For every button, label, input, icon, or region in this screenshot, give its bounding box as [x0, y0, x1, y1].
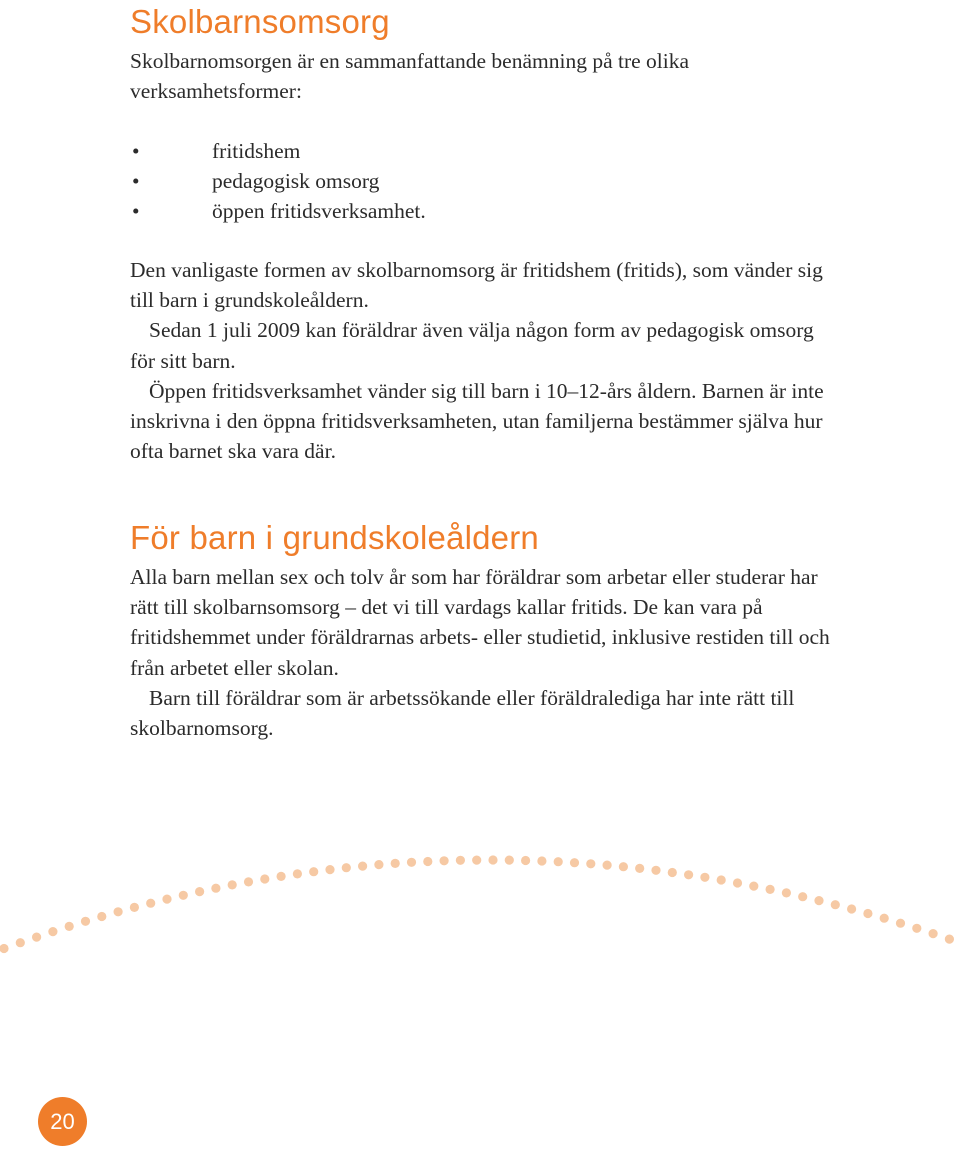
arc-dot [505, 856, 514, 865]
section-heading-grundskolealdern: För barn i grundskoleåldern [130, 519, 539, 556]
arc-dot [717, 875, 726, 884]
bullet-list [130, 136, 830, 227]
paragraph-fritidshem: Den vanligaste formen av skolbarnomsorg är fritidshem (fritids), som vänder sig till barn i grundskoleåldern. [130, 258, 823, 313]
arc-dot [162, 895, 171, 904]
arc-dot [782, 888, 791, 897]
arc-dot [179, 891, 188, 900]
arc-dot [146, 899, 155, 908]
arc-dot [423, 857, 432, 866]
decorative-dotted-arc [0, 830, 960, 970]
arc-dot [554, 857, 563, 866]
arc-dot [65, 922, 74, 931]
arc-dot [684, 870, 693, 879]
body-text-block-1 [130, 255, 830, 466]
intro-block [130, 46, 830, 106]
arc-dot [342, 863, 351, 872]
arc-dot [668, 868, 677, 877]
arc-dot [570, 858, 579, 867]
arc-dot [293, 869, 302, 878]
arc-dot [945, 935, 954, 944]
arc-dot [521, 856, 530, 865]
list-item-text: pedagogisk omsorg [212, 169, 380, 194]
arc-dot [766, 885, 775, 894]
arc-dot [309, 867, 318, 876]
arc-dot [814, 896, 823, 905]
paragraph-pedagogisk-omsorg: Sedan 1 juli 2009 kan föräldrar även välja någon form av pedagogisk omsorg för sitt barn. [130, 318, 814, 373]
arc-dot [97, 912, 106, 921]
section-heading-skolbarnsomsorg: Skolbarnsomsorg [130, 3, 390, 40]
bullet-icon: • [132, 199, 140, 224]
arc-dot [130, 903, 139, 912]
arc-dot [847, 904, 856, 913]
list-item [130, 196, 830, 226]
arc-dot [195, 887, 204, 896]
paragraph-ratt-till-skolbarnsomsorg: Alla barn mellan sex och tolv år som har föräldrar som arbetar eller studerar har rätt till skolbarnsomsorg – det vi till vardags kallar fritids. De kan vara på fritidshemmet under föräldrarnas arbets- eller studietid, inklusive restiden till och från arbetet eller skolan. [130, 565, 830, 680]
arc-dot [635, 864, 644, 873]
bullet-icon: • [132, 169, 140, 194]
arc-dot [228, 880, 237, 889]
arc-dot [749, 882, 758, 891]
list-item-text: öppen fritidsverksamhet. [212, 199, 426, 224]
arc-dot [325, 865, 334, 874]
list-item [130, 136, 830, 166]
arc-dot [488, 855, 497, 864]
arc-dot [700, 873, 709, 882]
arc-dot [374, 860, 383, 869]
arc-dot [929, 929, 938, 938]
arc-dot [244, 877, 253, 886]
arc-dot [211, 884, 220, 893]
body-text-block-2 [130, 562, 830, 743]
arc-dot [586, 859, 595, 868]
arc-dot [603, 861, 612, 870]
arc-dot [260, 874, 269, 883]
arc-dot [440, 856, 449, 865]
arc-dot [863, 909, 872, 918]
arc-dot [619, 862, 628, 871]
arc-dot [896, 919, 905, 928]
arc-dot [651, 866, 660, 875]
page-number-badge: 20 [38, 1097, 87, 1146]
arc-dot [0, 944, 9, 953]
arc-dot [277, 872, 286, 881]
list-item [130, 166, 830, 196]
arc-dot [407, 858, 416, 867]
arc-dot [733, 878, 742, 887]
arc-dot [912, 924, 921, 933]
arc-dot [472, 856, 481, 865]
intro-paragraph: Skolbarnomsorgen är en sammanfattande benämning på tre olika verksamhetsformer: [130, 49, 690, 104]
arc-dot [798, 892, 807, 901]
arc-dot [16, 938, 25, 947]
paragraph-arbetssokande: Barn till föräldrar som är arbetssökande eller föräldralediga har inte rätt till skolbarnomsorg. [130, 685, 795, 741]
bullet-list-block [130, 136, 830, 227]
arc-dot [880, 914, 889, 923]
arc-dot [114, 907, 123, 916]
arc-dot [358, 862, 367, 871]
arc-dot [81, 917, 90, 926]
arc-dot [32, 933, 41, 942]
arc-dot [456, 856, 465, 865]
arc-dot [831, 900, 840, 909]
list-item-text: fritidshem [212, 139, 301, 163]
bullet-icon: • [132, 139, 140, 163]
arc-dot [537, 856, 546, 865]
arc-dot [48, 927, 57, 936]
paragraph-oppen-fritidsverksamhet: Öppen fritidsverksamhet vänder sig till barn i 10–12-års åldern. Barnen är inte inskrivna i den öppna fritidsverksamheten, utan familjerna bestämmer själva hur ofta barnet ska vara där. [130, 378, 824, 464]
arc-dot [391, 859, 400, 868]
